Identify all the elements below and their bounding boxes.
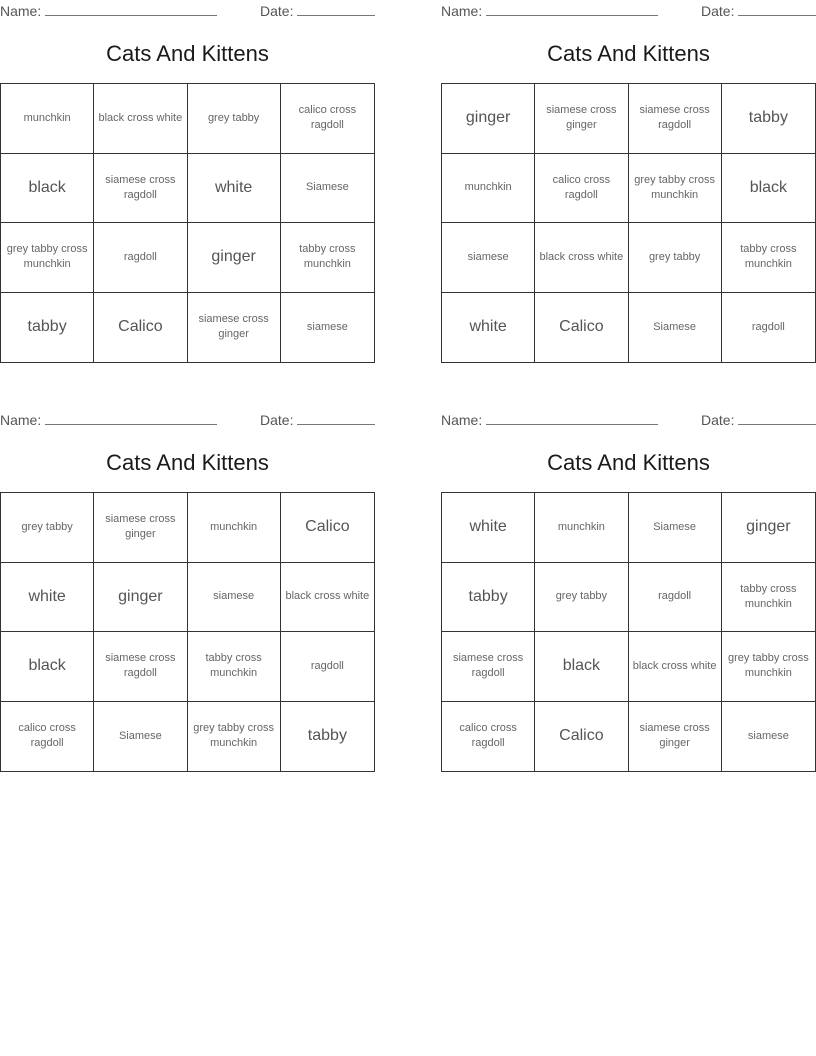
bingo-cell: ginger — [94, 563, 187, 633]
bingo-cell: black — [535, 632, 628, 702]
bingo-cell: black — [722, 154, 815, 224]
bingo-cell: tabby — [442, 563, 535, 633]
bingo-cell: black cross white — [281, 563, 374, 633]
name-blank-line — [45, 424, 217, 425]
card-title: Cats And Kittens — [106, 41, 269, 66]
bingo-cell: Siamese — [94, 702, 187, 772]
bingo-cell: siamese cross ragdoll — [94, 632, 187, 702]
bingo-cell: grey tabby cross munchkin — [188, 702, 281, 772]
bingo-cell: calico cross ragdoll — [1, 702, 94, 772]
bingo-cell: munchkin — [1, 84, 94, 154]
date-blank-line — [297, 424, 375, 425]
bingo-cell: siamese cross ragdoll — [94, 154, 187, 224]
card-header — [0, 411, 375, 429]
bingo-cell: ragdoll — [94, 223, 187, 293]
bingo-cell: siamese — [188, 563, 281, 633]
bingo-cell: tabby cross munchkin — [722, 223, 815, 293]
bingo-cell: Siamese — [281, 154, 374, 224]
bingo-card-4 — [441, 409, 816, 774]
bingo-cell: siamese — [306, 320, 348, 333]
date-label: Date: — [701, 412, 735, 428]
bingo-cell: calico cross ragdoll — [442, 702, 535, 772]
bingo-cell: munchkin — [442, 154, 535, 224]
bingo-cell: grey tabby — [629, 223, 722, 293]
bingo-cell: grey tabby — [188, 84, 281, 154]
bingo-cell: Calico — [535, 702, 628, 772]
bingo-cell: grey tabby cross munchkin — [722, 632, 815, 702]
bingo-card-3 — [0, 409, 375, 774]
bingo-cell: siamese — [442, 223, 535, 293]
bingo-cell: grey tabby — [535, 563, 628, 633]
bingo-cell: siamese cross ginger — [535, 84, 628, 154]
bingo-cell: Calico — [535, 293, 628, 363]
bingo-cell: ragdoll — [281, 632, 374, 702]
bingo-grid — [0, 83, 375, 363]
bingo-cell: munchkin — [535, 493, 628, 563]
bingo-cell: grey tabby cross munchkin — [629, 154, 722, 224]
date-blank-line — [738, 424, 816, 425]
bingo-card-2 — [441, 0, 816, 365]
bingo-cell: black cross white — [94, 84, 187, 154]
bingo-cell: tabby — [722, 84, 815, 154]
bingo-cell: siamese cross ginger — [629, 702, 722, 772]
bingo-cell: calico cross ragdoll — [535, 154, 628, 224]
card-title: Cats And Kittens — [547, 450, 710, 475]
card-title: Cats And Kittens — [106, 450, 269, 475]
bingo-cell: grey tabby — [1, 493, 94, 563]
name-blank-line — [45, 15, 217, 16]
bingo-cell: siamese cross ginger — [188, 293, 281, 363]
name-label: Name: — [441, 412, 483, 428]
bingo-cell: calico cross ragdoll — [281, 84, 374, 154]
card-header — [0, 2, 375, 20]
bingo-grid — [441, 83, 816, 363]
bingo-cell: Siamese — [629, 293, 722, 363]
bingo-cell: Calico — [281, 493, 374, 563]
bingo-cell: ragdoll — [751, 320, 785, 333]
name-label: Name: — [441, 3, 483, 19]
bingo-cell: tabby cross munchkin — [188, 632, 281, 702]
bingo-cell: black cross white — [629, 632, 722, 702]
bingo-cell: tabby — [1, 293, 94, 363]
name-blank-line — [486, 15, 658, 16]
date-label: Date: — [701, 3, 735, 19]
bingo-cell: black cross white — [535, 223, 628, 293]
date-blank-line — [297, 15, 375, 16]
bingo-grid — [441, 492, 816, 772]
bingo-cell: munchkin — [188, 493, 281, 563]
card-title: Cats And Kittens — [547, 41, 710, 66]
date-label: Date: — [260, 3, 294, 19]
bingo-cell: Siamese — [629, 493, 722, 563]
bingo-cell: black — [1, 154, 94, 224]
name-label: Name: — [0, 3, 42, 19]
bingo-cell: siamese — [747, 729, 789, 742]
bingo-cell: siamese cross ragdoll — [629, 84, 722, 154]
bingo-cell: grey tabby cross munchkin — [1, 223, 94, 293]
name-label: Name: — [0, 412, 42, 428]
bingo-cell: ginger — [722, 493, 815, 563]
bingo-cell: white — [442, 493, 535, 563]
date-blank-line — [738, 15, 816, 16]
date-label: Date: — [260, 412, 294, 428]
bingo-cell: ginger — [188, 223, 281, 293]
bingo-cell: siamese cross ragdoll — [442, 632, 535, 702]
bingo-cell: black — [1, 632, 94, 702]
bingo-cell: white — [1, 563, 94, 633]
card-header — [441, 2, 816, 20]
bingo-cell: Calico — [94, 293, 187, 363]
card-header — [441, 411, 816, 429]
bingo-cell: tabby cross munchkin — [722, 563, 815, 633]
bingo-cell: white — [188, 154, 281, 224]
bingo-cell: tabby cross munchkin — [281, 223, 374, 293]
bingo-cell: ginger — [442, 84, 535, 154]
bingo-cell: tabby — [307, 727, 347, 745]
bingo-cell: ragdoll — [629, 563, 722, 633]
name-blank-line — [486, 424, 658, 425]
bingo-card-1 — [0, 0, 375, 365]
bingo-cell: white — [442, 293, 535, 363]
bingo-grid — [0, 492, 375, 772]
bingo-cell: siamese cross ginger — [94, 493, 187, 563]
